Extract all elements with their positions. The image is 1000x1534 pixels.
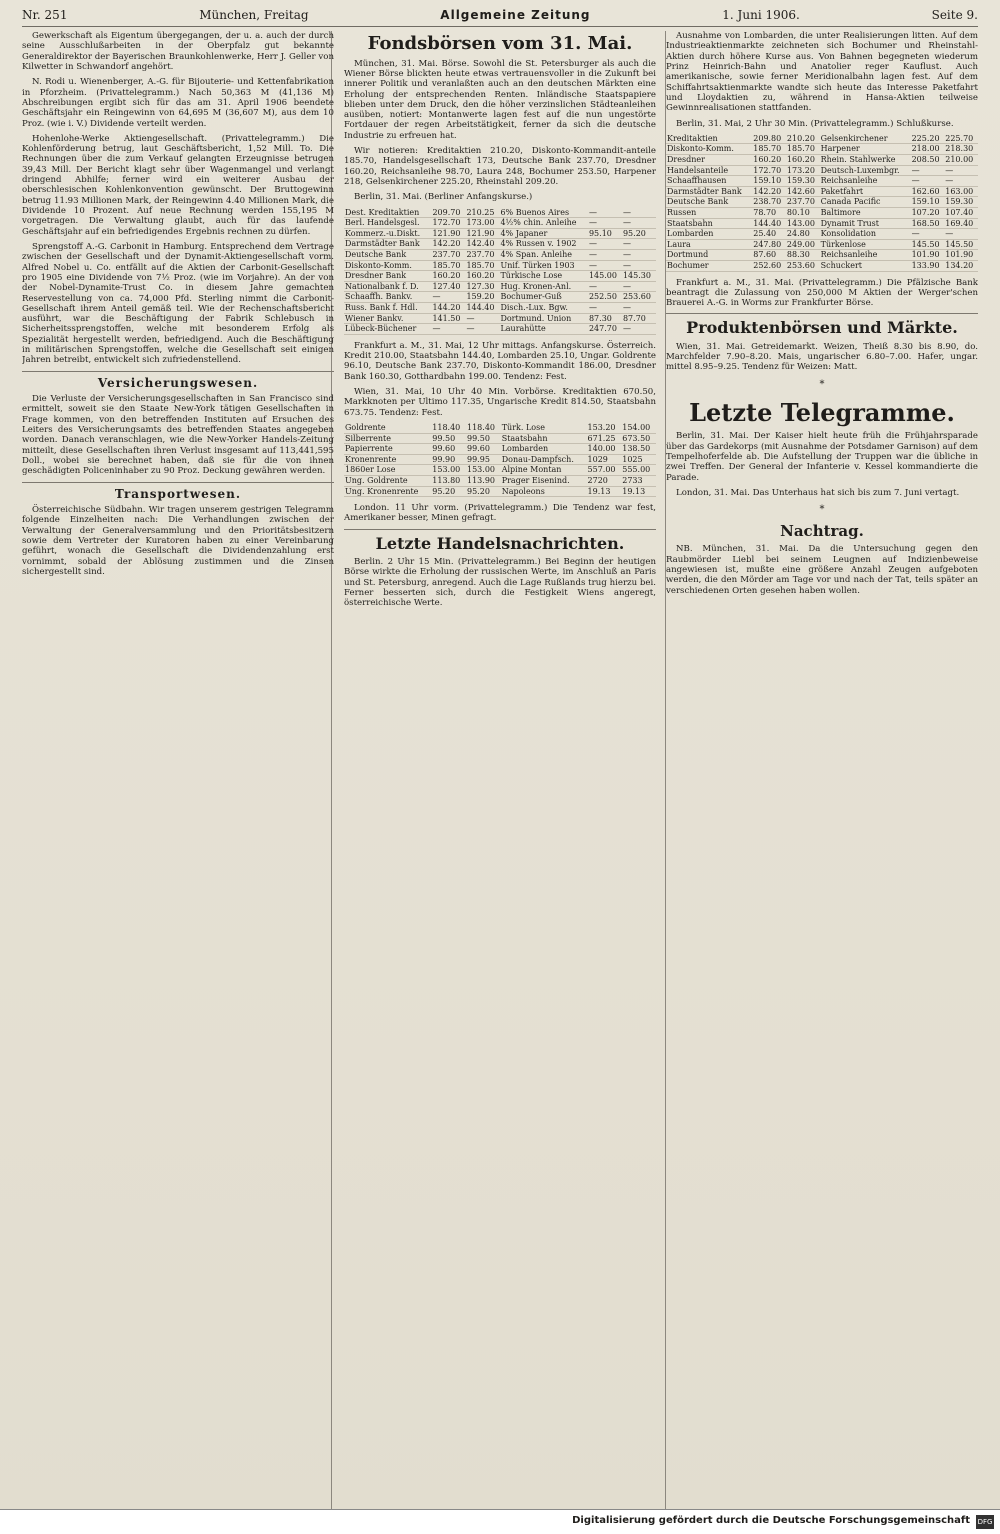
section-heading: Letzte Handelsnachrichten. xyxy=(375,533,625,553)
table-cell: 225.70 xyxy=(944,134,978,144)
table-cell: 95.20 xyxy=(622,228,656,239)
table-cell: 247.70 xyxy=(588,324,622,335)
table-cell: 210.20 xyxy=(786,134,820,144)
table-cell: 555.00 xyxy=(621,465,656,476)
table-row xyxy=(344,228,656,239)
table-cell: Nationalbank f. D. xyxy=(344,281,431,292)
table-cell: 249.00 xyxy=(786,239,820,250)
table-row xyxy=(344,465,656,476)
dfg-logo: DFG xyxy=(976,1515,994,1529)
article-paragraph: Berlin, 31. Mai. Der Kaiser hielt heute früh die Frühjahrsparade über das Gardekorps (mit Ausnahme der Potsdamer Garnison) auf dem Tempelhoferfelde ab. Die Aufstellung der Truppen war die übliche in zwei Treffen. Der General der Infanterie v. Kessel kommandierte die Parade. xyxy=(666,431,978,483)
table-cell: 121.90 xyxy=(465,228,499,239)
article-paragraph: Wien, 31. Mai, 10 Uhr 40 Min. Vorbörse. Kreditaktien 670.50, Markknoten per Ultimo 117.35, Ungarische Kredit 814.50, Staatsbahn 673.75. Tendenz: Fest. xyxy=(344,387,656,418)
table-cell: 2720 xyxy=(587,475,622,486)
table-cell: 107.40 xyxy=(944,207,978,218)
table-cell: 225.20 xyxy=(911,134,945,144)
table-row xyxy=(666,155,978,166)
table-cell: 99.60 xyxy=(431,444,466,455)
table-cell: Staatsbahn xyxy=(501,433,587,444)
table-cell: 209.70 xyxy=(431,208,465,218)
table-row xyxy=(344,313,656,324)
table-cell: Schaaffh. Bankv. xyxy=(344,292,431,303)
section-heading: Fondsbörsen vom 31. Mai. xyxy=(367,33,633,54)
table-cell: Canada Pacific xyxy=(820,197,911,208)
table-cell: 160.20 xyxy=(465,271,499,282)
columns xyxy=(22,31,978,1510)
table-cell: Russ. Bank f. Hdl. xyxy=(344,303,431,314)
table-row xyxy=(666,176,978,187)
table-cell: 208.50 xyxy=(911,155,945,166)
table-cell: 162.60 xyxy=(911,186,945,197)
table-cell: 80.10 xyxy=(786,207,820,218)
table-cell: Deutsch-Luxembgr. xyxy=(820,165,911,176)
table-cell: 247.80 xyxy=(752,239,786,250)
article-paragraph: Ausnahme von Lombarden, die unter Realisierungen litten. Auf dem Industrieaktienmarkte zeichneten sich Bochumer und Rheinstahl-Aktien durch höhere Kurse aus. Von Bahnen begegneten wiederum Prinz Heinrich-Bahn und Anatolier reger Kauflust. Auch amerikanische, sowie ferner Meridionalbahn lagen fest. Auf dem Schiffahrtsaktienmarkte wandte sich heute das Interesse Paketfahrt und Lloydaktien zu, während in Hansa-Aktien teilweise Gewinnrealisationen stattfanden. xyxy=(666,31,978,114)
table-cell: Paketfahrt xyxy=(820,186,911,197)
table-cell: — xyxy=(622,303,656,314)
table-cell: 252.50 xyxy=(588,292,622,303)
table-cell: Bochumer xyxy=(666,260,752,271)
table-cell: Dresdner xyxy=(666,155,752,166)
table-cell: 101.90 xyxy=(911,250,945,261)
table-cell: 160.20 xyxy=(786,155,820,166)
table-cell: 141.50 xyxy=(431,313,465,324)
table-cell: Kreditaktien xyxy=(666,134,752,144)
table-cell: 99.95 xyxy=(466,454,501,465)
table-cell: Türk. Lose xyxy=(501,423,587,433)
table-cell: Reichsanleihe xyxy=(820,176,911,187)
table-cell: Napoleons xyxy=(501,486,587,497)
table-cell: 113.90 xyxy=(466,475,501,486)
table-cell: Donau-Dampfsch. xyxy=(501,454,587,465)
table-cell: Dest. Kreditaktien xyxy=(344,208,431,218)
table-row xyxy=(344,208,656,218)
table-cell: 173.00 xyxy=(465,218,499,229)
market-heading: Berlin, 31. Mai. (Berliner Anfangskurse.) xyxy=(354,192,533,203)
table-cell: — xyxy=(588,239,622,250)
section-heading: Transportwesen. xyxy=(114,486,242,501)
table-cell: 142.20 xyxy=(752,186,786,197)
table-cell: Silberrente xyxy=(344,433,431,444)
table-cell: 95.20 xyxy=(466,486,501,497)
article-paragraph: Sprengstoff A.-G. Carbonit in Hamburg. Entsprechend dem Vertrage zwischen der Gesellschaft und der Dynamit-Aktiengesellschaft vorm. Alfred Nobel u. Co. entfällt auf die Aktien der Carbonit-Gesellschaft pro 1905 eine Dividende von 7½ Proz. (wie im Vorjahre). An der von der Nobel-Dynamite-Trust Co. in diesem Jahre gemachten Reservestellung von ca. 74,000 Pfd. Sterling nimmt die Carbonit-Gesellschaft ihrem Anteil gemäß teil. Wie der Rechenschaftsbericht ausführt, war die Beschäftigung der Fabrik Schlebusch in Sicherheitssprengstoffen, welche mit besonderem Erfolg als Spezialität hergestellt werden, befriedigend. Auch die Beschäftigung in militärischen Sprengstoffen, welche die Gesellschaft seit einigen Jahren betreibt, entwickelt sich zufriedenstellend. xyxy=(22,241,334,366)
table-cell: 159.10 xyxy=(752,176,786,187)
table-cell: Berl. Handelsgesl. xyxy=(344,218,431,229)
table-cell: 138.50 xyxy=(621,444,656,455)
table-cell: — xyxy=(911,176,945,187)
price-table xyxy=(344,208,656,335)
table-cell: 4½% chin. Anleihe xyxy=(499,218,588,229)
table-cell: — xyxy=(944,165,978,176)
article-paragraph: London, 31. Mai. Das Unterhaus hat sich bis zum 7. Juni vertagt. xyxy=(676,487,960,498)
table-cell: Dortmund xyxy=(666,250,752,261)
middle-column xyxy=(344,31,656,1510)
table-cell: 671.25 xyxy=(587,433,622,444)
table-row xyxy=(666,260,978,271)
table-cell: 237.70 xyxy=(786,197,820,208)
table-cell: 78.70 xyxy=(752,207,786,218)
table-row xyxy=(666,250,978,261)
article-paragraph: NB. München, 31. Mai. Da die Untersuchung gegen den Raubmörder Liebl bei seinem Leugnen auf Indizienbeweise angewiesen ist, mußte eine größere Anzahl Zeugen aufgeboten werden, die den Mörder am Tage vor und nach der Tat, teils später an verschiedenen Orten gesehen haben wollen. xyxy=(666,544,978,596)
article-paragraph: Gewerkschaft als Eigentum übergegangen, der u. a. auch der durch seine Ausschlußarbeiten in der Oberpfalz gut bekannte Generaldirektor der Bayerischen Braunkohlenwerke, Herr J. Geller von Kilwetter in Schwandorf angehört. xyxy=(22,31,334,72)
table-cell: Dynamit Trust xyxy=(820,218,911,229)
price-table xyxy=(666,134,978,272)
table-cell: 99.50 xyxy=(431,433,466,444)
table-cell: 144.20 xyxy=(431,303,465,314)
table-cell: — xyxy=(911,229,945,240)
table-row xyxy=(344,239,656,250)
table-cell: — xyxy=(588,218,622,229)
table-cell: Lombarden xyxy=(501,444,587,455)
table-cell: 253.60 xyxy=(786,260,820,271)
table-cell: Darmstädter Bank xyxy=(344,239,431,250)
table-cell: 237.70 xyxy=(431,250,465,261)
table-cell: 118.40 xyxy=(466,423,501,433)
table-cell: Wiener Bankv. xyxy=(344,313,431,324)
table-cell: Dresdner Bank xyxy=(344,271,431,282)
table-cell: 88.30 xyxy=(786,250,820,261)
table-cell: 153.00 xyxy=(466,465,501,476)
date: 1. Juni 1906. xyxy=(722,8,800,22)
article-paragraph: Hohenlohe-Werke Aktiengesellschaft. (Privattelegramm.) Die Kohlenförderung betrug, laut Geschäftsbericht, 1,52 Mill. To. Die Rechnungen über die zum Verkauf gelangten Erzeugnisse betrugen 39,43 Mill. Der Bericht klagt sehr über Wagenmangel und verlangt dringend Abhilfe; ferner wird ein weiterer Ausbau der oberschlesischen Kohlenkonvention gewünscht. Der Bruttogewinn betrug 11.93 Millionen Mark, der Reingewinn 4.40 Millionen Mark, die Dividende 10 Prozent. Auf neue Rechnung werden 155,195 M vorgetragen. Die Verwaltung glaubt, auch für das laufende Geschäftsjahr auf ein befriedigendes Ergebnis rechnen zu dürfen. xyxy=(22,133,334,237)
table-cell: 107.20 xyxy=(911,207,945,218)
article-paragraph: Frankfurt a. M., 31. Mai, 12 Uhr mittags. Anfangskurse. Österreich. Kredit 210.00, Staatsbahn 144.40, Lombarden 25.10, Ungar. Goldrente 96.10, Deutsche Bank 237.70, Diskonto-Kommandit 186.00, Dresdner Bank 160.30, Gotthardbahn 199.00. Tendenz: Fest. xyxy=(344,340,656,382)
table-cell: — xyxy=(588,250,622,261)
section-rule xyxy=(666,313,978,314)
table-cell: 142.20 xyxy=(431,239,465,250)
table-cell: 209.80 xyxy=(752,134,786,144)
section-rule xyxy=(22,371,334,372)
table-cell: 95.10 xyxy=(588,228,622,239)
section-heading: Letzte Telegramme. xyxy=(689,397,955,427)
table-cell: 168.50 xyxy=(911,218,945,229)
table-row xyxy=(344,486,656,497)
table-cell: 142.40 xyxy=(465,239,499,250)
issue-number: Nr. 251 xyxy=(22,8,68,22)
table-row xyxy=(344,260,656,271)
table-cell: 210.25 xyxy=(465,208,499,218)
table-cell: 2733 xyxy=(621,475,656,486)
table-cell: 185.70 xyxy=(465,260,499,271)
table-cell: — xyxy=(622,218,656,229)
table-cell: Russen xyxy=(666,207,752,218)
place-day: München, Freitag xyxy=(199,8,309,22)
table-cell: — xyxy=(622,250,656,261)
table-row xyxy=(344,454,656,465)
table-cell: Lombarden xyxy=(666,229,752,240)
table-cell: 252.60 xyxy=(752,260,786,271)
table-cell: 133.90 xyxy=(911,260,945,271)
table-cell: Papierrente xyxy=(344,444,431,455)
table-cell: — xyxy=(944,229,978,240)
table-cell: Ung. Kronenrente xyxy=(344,486,431,497)
table-cell: 127.40 xyxy=(431,281,465,292)
table-cell: 172.70 xyxy=(431,218,465,229)
section-rule xyxy=(22,482,334,483)
table-cell: Staatsbahn xyxy=(666,218,752,229)
table-cell: 253.60 xyxy=(622,292,656,303)
table-row xyxy=(666,134,978,144)
table-cell: Rhein. Stahlwerke xyxy=(820,155,911,166)
table-cell: 127.30 xyxy=(465,281,499,292)
market-heading: Berlin, 31. Mai, 2 Uhr 30 Min. (Privattelegramm.) Schlußkurse. xyxy=(676,118,954,129)
table-cell: — xyxy=(588,208,622,218)
table-cell: — xyxy=(588,281,622,292)
footer-text: Digitalisierung gefördert durch die Deutsche Forschungsgemeinschaft xyxy=(572,1515,970,1526)
table-cell: 237.70 xyxy=(465,250,499,261)
table-cell: Konsolidation xyxy=(820,229,911,240)
section-heading: Versicherungswesen. xyxy=(97,375,259,390)
table-cell: Harpener xyxy=(820,144,911,155)
table-row xyxy=(666,218,978,229)
table-row xyxy=(344,324,656,335)
table-cell: — xyxy=(944,176,978,187)
table-cell: 87.30 xyxy=(588,313,622,324)
table-row xyxy=(344,250,656,261)
table-cell: Kronenrente xyxy=(344,454,431,465)
table-cell: 1025 xyxy=(621,454,656,465)
table-cell: Reichsanleihe xyxy=(820,250,911,261)
table-row xyxy=(666,197,978,208)
table-cell: 153.20 xyxy=(587,423,622,433)
table-cell: — xyxy=(431,324,465,335)
table-cell: 6% Buenos Aires xyxy=(499,208,588,218)
table-cell: 121.90 xyxy=(431,228,465,239)
table-cell: — xyxy=(588,260,622,271)
table-cell: Alpine Montan xyxy=(501,465,587,476)
right-column xyxy=(666,31,978,1510)
table-row xyxy=(344,475,656,486)
table-row xyxy=(344,281,656,292)
section-heading: Nachtrag. xyxy=(780,522,864,541)
table-cell: — xyxy=(588,303,622,314)
page-number: Seite 9. xyxy=(931,8,978,22)
table-row xyxy=(344,271,656,282)
table-cell: — xyxy=(465,313,499,324)
table-cell: 159.30 xyxy=(786,176,820,187)
table-cell: Schaaffhausen xyxy=(666,176,752,187)
table-cell: 163.00 xyxy=(944,186,978,197)
table-cell: 144.40 xyxy=(465,303,499,314)
table-cell: Baltimore xyxy=(820,207,911,218)
table-cell: 87.70 xyxy=(622,313,656,324)
table-cell: 19.13 xyxy=(621,486,656,497)
table-cell: — xyxy=(465,324,499,335)
table-cell: 185.70 xyxy=(786,144,820,155)
table-cell: 160.20 xyxy=(752,155,786,166)
table-cell: Diskonto-Komm. xyxy=(666,144,752,155)
table-row xyxy=(666,144,978,155)
table-cell: 145.00 xyxy=(588,271,622,282)
price-table xyxy=(344,423,656,497)
table-row xyxy=(666,229,978,240)
table-cell: 99.50 xyxy=(466,433,501,444)
table-cell: 185.70 xyxy=(431,260,465,271)
table-cell: Darmstädter Bank xyxy=(666,186,752,197)
table-cell: 143.00 xyxy=(786,218,820,229)
table-cell: 4% Japaner xyxy=(499,228,588,239)
table-cell: Laura xyxy=(666,239,752,250)
table-cell: 145.50 xyxy=(944,239,978,250)
table-cell: Türkenlose xyxy=(820,239,911,250)
table-cell: Laurahütte xyxy=(499,324,588,335)
article-paragraph: N. Rodi u. Wienenberger, A.-G. für Bijouterie- und Kettenfabrikation in Pforzheim. (Privattelegramm.) Nach 50,363 M (41,136 M) Abschreibungen ergibt sich für das am 31. April 1906 beendete Geschäftsjahr ein Reingewinn von 64,695 M (36,607 M), aus dem 10 Proz. (wie i. V.) Dividende verteilt werden. xyxy=(22,77,334,129)
newspaper-title: Allgemeine Zeitung xyxy=(440,8,591,22)
table-cell: 140.00 xyxy=(587,444,622,455)
table-cell: 19.13 xyxy=(587,486,622,497)
table-cell: 101.90 xyxy=(944,250,978,261)
table-cell: Türkische Lose xyxy=(499,271,588,282)
table-cell: 118.40 xyxy=(431,423,466,433)
table-cell: Goldrente xyxy=(344,423,431,433)
article-paragraph: Wien, 31. Mai. Getreidemarkt. Weizen, Theiß 8.30 bis 8.90, do. Marchfelder 7.90–8.20. Mais, ungarischer 6.80–7.00. Hafer, ungar. mittel 8.95–9.25. Tendenz für Weizen: Matt. xyxy=(666,341,978,373)
table-cell: 144.40 xyxy=(752,218,786,229)
table-cell: 134.20 xyxy=(944,260,978,271)
table-cell: Handelsanteile xyxy=(666,165,752,176)
table-cell: Ung. Goldrente xyxy=(344,475,431,486)
table-cell: 238.70 xyxy=(752,197,786,208)
table-cell: 159.20 xyxy=(465,292,499,303)
table-cell: 218.30 xyxy=(944,144,978,155)
table-cell: 173.20 xyxy=(786,165,820,176)
table-cell: Bochumer-Guß xyxy=(499,292,588,303)
table-cell: Prager Eisenind. xyxy=(501,475,587,486)
table-row xyxy=(344,423,656,433)
table-cell: 99.60 xyxy=(466,444,501,455)
table-cell: Lübeck-Büchener xyxy=(344,324,431,335)
table-row xyxy=(344,444,656,455)
table-cell: 145.30 xyxy=(622,271,656,282)
table-row xyxy=(666,186,978,197)
table-cell: 1029 xyxy=(587,454,622,465)
table-cell: 142.60 xyxy=(786,186,820,197)
table-cell: — xyxy=(622,260,656,271)
table-cell: — xyxy=(622,208,656,218)
article-paragraph: Frankfurt a. M., 31. Mai. (Privattelegramm.) Die Pfälzische Bank beantragt die Zulassung von 250,000 M Aktien der Werger'schen Brauerei A.-G. in Worms zur Frankfurter Börse. xyxy=(666,277,978,309)
table-cell: 4% Span. Anleihe xyxy=(499,250,588,261)
table-cell: 160.20 xyxy=(431,271,465,282)
article-paragraph: Österreichische Südbahn. Wir tragen unserem gestrigen Telegramm folgende Einzelheiten nach: Die Verhandlungen zwischen der Verwaltung der Generalversammlung und den Prioritätsbesitzern sowie dem Vertreter der Kuratoren haben zu einer Vereinbarung geführt, wonach die Gesellschaft die Dividendenzahlung erst vornimmt, sobald der Ablösung zustimmen und die Zinsen sichergestellt sind. xyxy=(22,504,334,577)
table-cell: 4% Russen v. 1902 xyxy=(499,239,588,250)
table-cell: Kommerz.-u.Diskt. xyxy=(344,228,431,239)
section-heading: Produktenbörsen und Märkte. xyxy=(686,318,958,338)
table-cell: Gelsenkirchener xyxy=(820,134,911,144)
table-cell: 24.80 xyxy=(786,229,820,240)
table-cell: Unif. Türken 1903 xyxy=(499,260,588,271)
section-marker: * xyxy=(819,378,825,390)
table-cell: — xyxy=(622,239,656,250)
table-cell: 159.10 xyxy=(911,197,945,208)
table-cell: 99.90 xyxy=(431,454,466,465)
article-paragraph: Berlin. 2 Uhr 15 Min. (Privattelegramm.) Bei Beginn der heutigen Börse wirkte die Erholung der russischen Werte, im Anschluß an Paris und St. Petersburg, anregend. Auch die Lage Rußlands trug hierzu bei. Ferner besserten sich, durch die Festigkeit Wiens angeregt, österreichische Werte. xyxy=(344,556,656,609)
table-row xyxy=(344,218,656,229)
table-cell: 87.60 xyxy=(752,250,786,261)
table-cell: 113.80 xyxy=(431,475,466,486)
table-cell: Disch.-Lux. Bgw. xyxy=(499,303,588,314)
table-cell: 557.00 xyxy=(587,465,622,476)
section-rule xyxy=(344,529,656,530)
table-cell: Hug. Kronen-Anl. xyxy=(499,281,588,292)
article-paragraph: München, 31. Mai. Börse. Sowohl die St. Petersburger als auch die Wiener Börse blickten heute etwas vertrauensvoller in die Zukunft bei innerer Politik und veranlaßten auch an den deutschen Märkten eine Erholung der entsprechenden Renten. Inländische Staatspapiere blieben unter dem Druck, den die höher verzinslichen Städteanleihen ausüben, notiert: Montanwerte lagen fest auf die nun ungestörte Fortdauer der regen Arbeitstätigkeit, ferner da sich die deutsche Industrie zu erfreuen hat. xyxy=(344,58,656,141)
table-row xyxy=(666,207,978,218)
table-cell: Diskonto-Komm. xyxy=(344,260,431,271)
digitization-footer xyxy=(0,1509,1000,1534)
table-cell: Deutsche Bank xyxy=(666,197,752,208)
table-cell: 25.40 xyxy=(752,229,786,240)
table-cell: — xyxy=(431,292,465,303)
table-cell: Schuckert xyxy=(820,260,911,271)
table-row xyxy=(344,433,656,444)
table-cell: 153.00 xyxy=(431,465,466,476)
table-cell: — xyxy=(911,165,945,176)
table-cell: Dortmund. Union xyxy=(499,313,588,324)
article-paragraph: Die Verluste der Versicherungsgesellschaften in San Francisco sind ermittelt, soweit sie den Staate New-York tätigen Gesellschaften in Frage kommen, von den betreffenden Instituten auf Ersuchen des Leiters des Versicherungsamts des betreffenden Staates angegeben worden. Danach veranschlagen, wie die New-Yorker Handels-Zeitung mitteilt, diese Gesellschaften ihren Verlust insgesamt auf 113,441,595 Doll., wobei sie berechnet haben, daß sie für die von ihnen geschädigten Policeninhaber zu 90 Proz. Deckung gewähren werden. xyxy=(22,394,334,477)
table-cell: Deutsche Bank xyxy=(344,250,431,261)
table-cell: — xyxy=(622,281,656,292)
table-cell: 154.00 xyxy=(621,423,656,433)
table-cell: 172.70 xyxy=(752,165,786,176)
article-paragraph: Wir notieren: Kreditaktien 210.20, Diskonto-Kommandit-anteile 185.70, Handelsgesellschaft 173, Deutsche Bank 237.70, Dresdner 160.20, Reichsanleihe 98.70, Laura 248, Bochumer 253.50, Harpener 218, Gelsenkirchener 225.20, Rheinstahl 209.20. xyxy=(344,146,656,188)
table-cell: 95.20 xyxy=(431,486,466,497)
table-cell: 169.40 xyxy=(944,218,978,229)
table-row xyxy=(344,303,656,314)
table-cell: 1860er Lose xyxy=(344,465,431,476)
page-header xyxy=(22,4,978,27)
table-row xyxy=(666,165,978,176)
table-row xyxy=(344,292,656,303)
table-cell: 218.00 xyxy=(911,144,945,155)
left-column xyxy=(22,31,334,1510)
table-cell: — xyxy=(622,324,656,335)
table-cell: 185.70 xyxy=(752,144,786,155)
article-paragraph: London. 11 Uhr vorm. (Privattelegramm.) Die Tendenz war fest, Amerikaner besser, Minen gefragt. xyxy=(344,503,656,524)
table-cell: 145.50 xyxy=(911,239,945,250)
table-cell: 159.30 xyxy=(944,197,978,208)
table-row xyxy=(666,239,978,250)
table-cell: 673.50 xyxy=(621,433,656,444)
table-cell: 210.00 xyxy=(944,155,978,166)
section-marker: * xyxy=(819,504,825,516)
